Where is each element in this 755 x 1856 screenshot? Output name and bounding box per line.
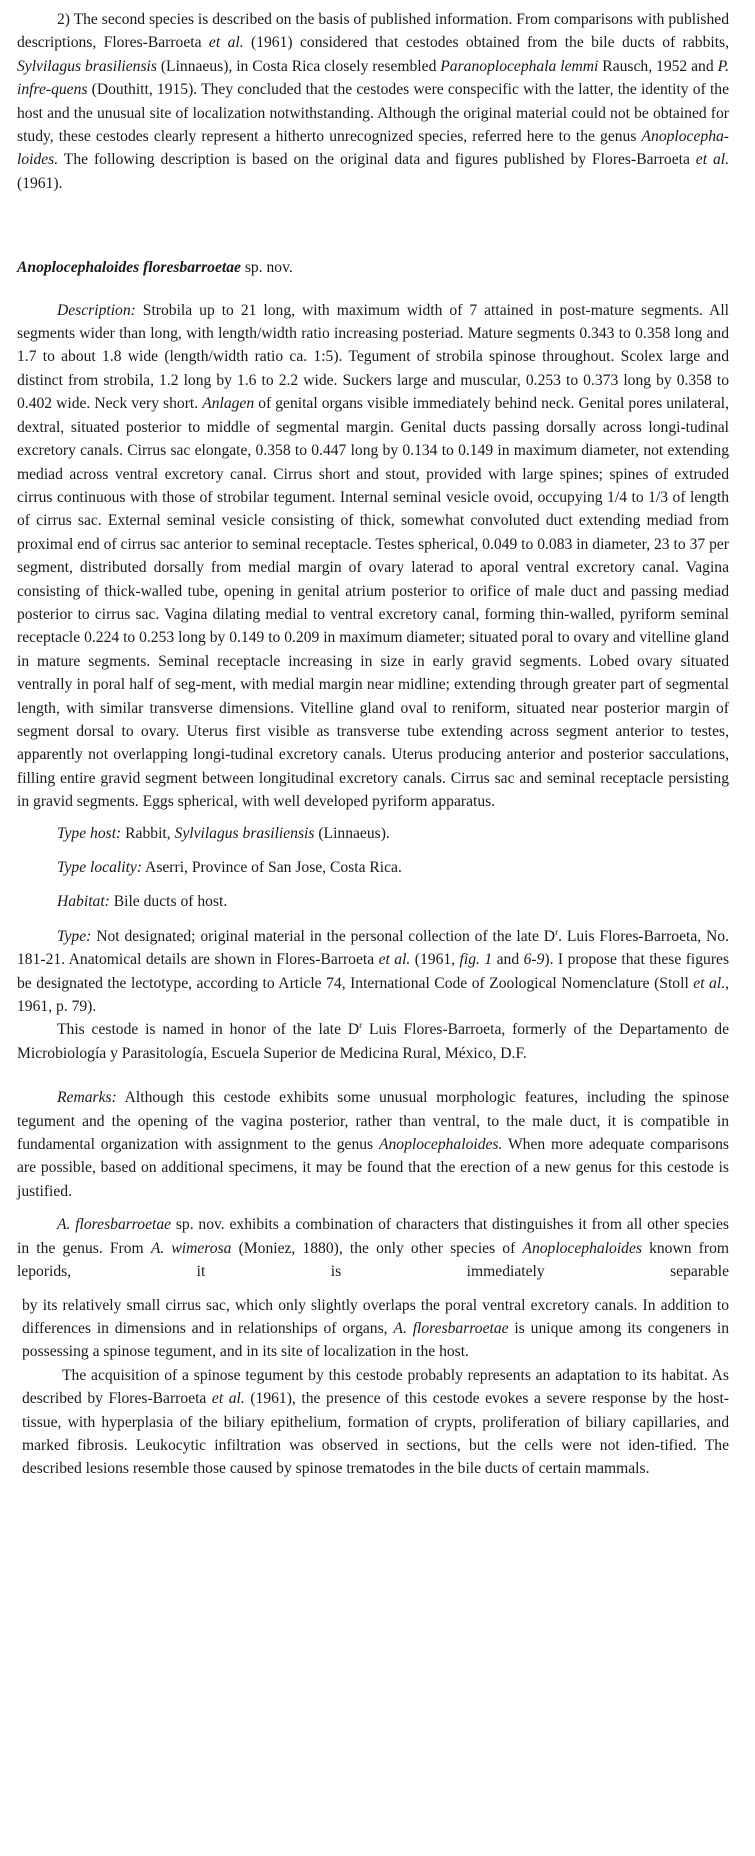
text-run: Bile ducts of host. [109, 893, 228, 911]
italic-text-run: et al. [693, 974, 726, 992]
italic-text-run: Sylvilagus brasiliensis [174, 824, 315, 842]
italic-text-run: et al. [208, 34, 244, 52]
text-run: sp. nov. exhibits a combination of characters that distinguishes it from all other species in the genus. From [17, 1216, 729, 1257]
italic-text-run: Anoplocephaloides [522, 1239, 642, 1257]
text-run: (1961, [410, 951, 460, 969]
description-paragraph [17, 299, 729, 814]
italic-text-run: 6-9 [523, 951, 545, 969]
italic-text-run: et al. [211, 1390, 245, 1408]
italic-text-run: A. wimerosa [150, 1239, 232, 1257]
italic-text-run: et al. [695, 151, 729, 169]
text-run: Aserri, Province of San Jose, Costa Rica. [142, 859, 402, 876]
italic-text-run: Anoplocephaloides. [378, 1136, 503, 1154]
text-run: and [492, 951, 524, 969]
comparison-paragraph [17, 1213, 729, 1283]
text-run: (1961). [17, 174, 63, 192]
species-heading [17, 256, 729, 279]
italic-text-run: Sylvilagus brasiliensis [17, 57, 157, 75]
type-paragraph [17, 925, 729, 1019]
text-run: , 1961, p. 79). [17, 974, 729, 1016]
text-run: (Douthitt, 1915). They concluded that the cestodes were conspecific with the latter, the identity of the host and the unusual site of localization notwithstanding. Although the original material could not be obtained for study, these cestodes clearly represent a hitherto unrecognized species, referred here to the genus [17, 81, 729, 146]
text-run: by its relatively small cirrus sac, which only slightly overlaps the poral ventral excretory canals. In addition to differences in dimensions and in relationships of organs, [22, 1296, 729, 1337]
comparison-paragraph-continued [17, 1294, 729, 1364]
type-host-field [17, 822, 729, 845]
text-run: (Linnaeus), in Costa Rica closely resembled [156, 57, 441, 75]
italic-text-run: Habitat: [57, 893, 110, 911]
text-run: (1961) considered that cestodes obtained from the bile ducts of rabbits, [243, 34, 729, 52]
text-run: of genital organs visible immediately behind neck. Genital pores unilateral, dextral, situated posterior to middle of segmental margin. Genital ducts passing dorsally across longi-tudinal excretory canals. Cirrus sac elongate, 0.358 to 0.447 long by 0.134 to 0.149 in maximum diameter, not extending mediad across ventral excretory canal. Cirrus short and stout, provided with large spines; spines of extruded cirrus continuous with those of strobilar tegument. Internal seminal vesicle ovoid, occupying 1/4 to 1/3 of length of cirrus sac. External seminal vesicle consisting of thick, somewhat convoluted duct extending mediad from proximal end of cirrus sac anterior to seminal receptacle. Testes spherical, 0.049 to 0.083 in diameter, 23 to 37 per segment, distributed dorsally from medial margin of ovary laterad to aporal ventral excretory canal. Vagina consisting of thick-walled tube, opening in genital atrium posterior to orifice of male duct and passing mediad posterior to cirrus sac. Vagina dilating medial to ventral excretory canal, forming thin-walled, pyriform seminal receptacle 0.224 to 0.253 long by 0.149 to 0.209 in maximum diameter; situated poral to ovary and vitelline gland in mature segments. Seminal receptacle increasing in size in early gravid segments. Lobed ovary situated ventrally in poral half of seg-ment, with medial margin near midline; extending through greater part of segmental length, with similar transverse dimensions. Vitelline gland oval to reniform, situated near posterior margin of segment dorsal to ovary. Uterus first visible as transverse tube extending across segment anterior to testes, apparently not overlapping longi-tudinal excretory canals. Uterus producing anterior and posterior sacculations, filling entire gravid segment between longitudinal excretory canals. Cirrus sac and seminal receptacle persisting in gravid segments. Eggs spherical, with well developed pyriform apparatus. [17, 395, 729, 811]
superscript-text: r [359, 1020, 363, 1031]
italic-text-run: Remarks: [57, 1089, 117, 1107]
italic-text-run: Description: [57, 301, 136, 319]
text-run: Not designated; original material in the personal collection of the late D [91, 927, 556, 945]
text-run: Luis Flores-Barroeta, formerly of the Departamento de Microbiología y Parasitología, Escuela Superior de Medicina Rural, México, D.F. [17, 1021, 729, 1062]
text-run: Although this cestode exhibits some unusual morphologic features, including the spinose tegument and the opening of the vagina posterior, rather than ventral, to the male duct, it is compatible in fundamental organization with assignment to the genus [17, 1089, 729, 1154]
text-run: Strobila up to 21 long, with maximum width of 7 attained in post-mature segments. All segments wider than long, with length/width ratio increasing posteriad. Mature segments 0.343 to 0.358 long and 1.7 to about 1.8 wide (length/width ratio ca. 1:5). Tegument of strobila spinose throughout. Scolex large and distinct from strobila, 1.2 long by 1.6 to 2.2 wide. Suckers large and muscular, 0.253 to 0.373 long by 0.358 to 0.402 wide. Neck very short. [17, 301, 729, 413]
text-run: (Moniez, 1880), the only other species of [231, 1239, 523, 1257]
text-run: The following description is based on the original data and figures published by Flores-Barroeta [58, 151, 696, 169]
text-run: This cestode is named in honor of the late D [57, 1021, 360, 1039]
text-run: 2) The second species is described on the basis of published information. From comparisons with published descriptions, Flores-Barroeta [17, 11, 729, 52]
text-run: is unique among its congeners in possessing a spinose tegument, and in its site of localization in the host. [22, 1319, 729, 1361]
italic-text-run: fig. 1 [459, 951, 493, 969]
italic-text-run: et al. [378, 951, 411, 969]
adaptation-paragraph [17, 1364, 729, 1481]
italic-text-run: Paranoplocephala lemmi [440, 57, 599, 75]
habitat-field [17, 890, 729, 913]
text-run: . Luis Flores-Barroeta, No. 181-21. Anatomical details are shown in Flores-Barroeta [17, 927, 729, 969]
text-run: known from leporids, it is immediately separable [17, 1239, 729, 1281]
italic-text-run: A. floresbarroetae [57, 1216, 172, 1234]
italic-text-run: Anoplocepha-loides. [17, 128, 729, 169]
text-run: ). I propose that these figures be designated the lectotype, according to Article 74, International Code of Zoological Nomenclature (Stoll [17, 951, 730, 992]
text-run: When more adequate comparisons are possible, based on additional specimens, it may be found that the erection of a new genus for this cestode is justified. [17, 1136, 729, 1200]
document-page [17, 8, 729, 1481]
italic-text-run: A. floresbarroetae [393, 1319, 509, 1337]
italic-text-run: Type host: [57, 824, 122, 842]
text-run: (1961), the presence of this cestode evokes a severe response by the host-tissue, with hyperplasia of the biliary epithelium, formation of crypts, proliferation of biliary capillaries, and marked fibrosis. Leukocytic infiltration was observed in sections, but the cells were not iden-tified. The described lesions resemble those caused by spinose trematodes in the bile ducts of certain mammals. [22, 1390, 729, 1478]
text-run: (Linnaeus). [314, 824, 390, 842]
italic-text-run: Anoplocephaloides floresbarroetae [17, 259, 241, 277]
italic-text-run: P. infre-quens [17, 57, 729, 99]
remarks-paragraph [17, 1086, 729, 1203]
type-locality-field [17, 856, 729, 879]
text-run: sp. nov. [240, 259, 293, 277]
text-run: Rausch, 1952 and [598, 57, 718, 75]
superscript-text: r [555, 926, 559, 937]
text-run: Rabbit, [121, 824, 175, 842]
etymology-paragraph [17, 1018, 729, 1065]
italic-text-run: Type locality: [57, 859, 143, 876]
text-run: The acquisition of a spinose tegument by this cestode probably represents an adaptation to its habitat. As described by Flores-Barroeta [22, 1366, 729, 1408]
intro-paragraph [17, 8, 729, 195]
italic-text-run: Type: [57, 927, 92, 945]
italic-text-run: Anlagen [202, 395, 255, 413]
